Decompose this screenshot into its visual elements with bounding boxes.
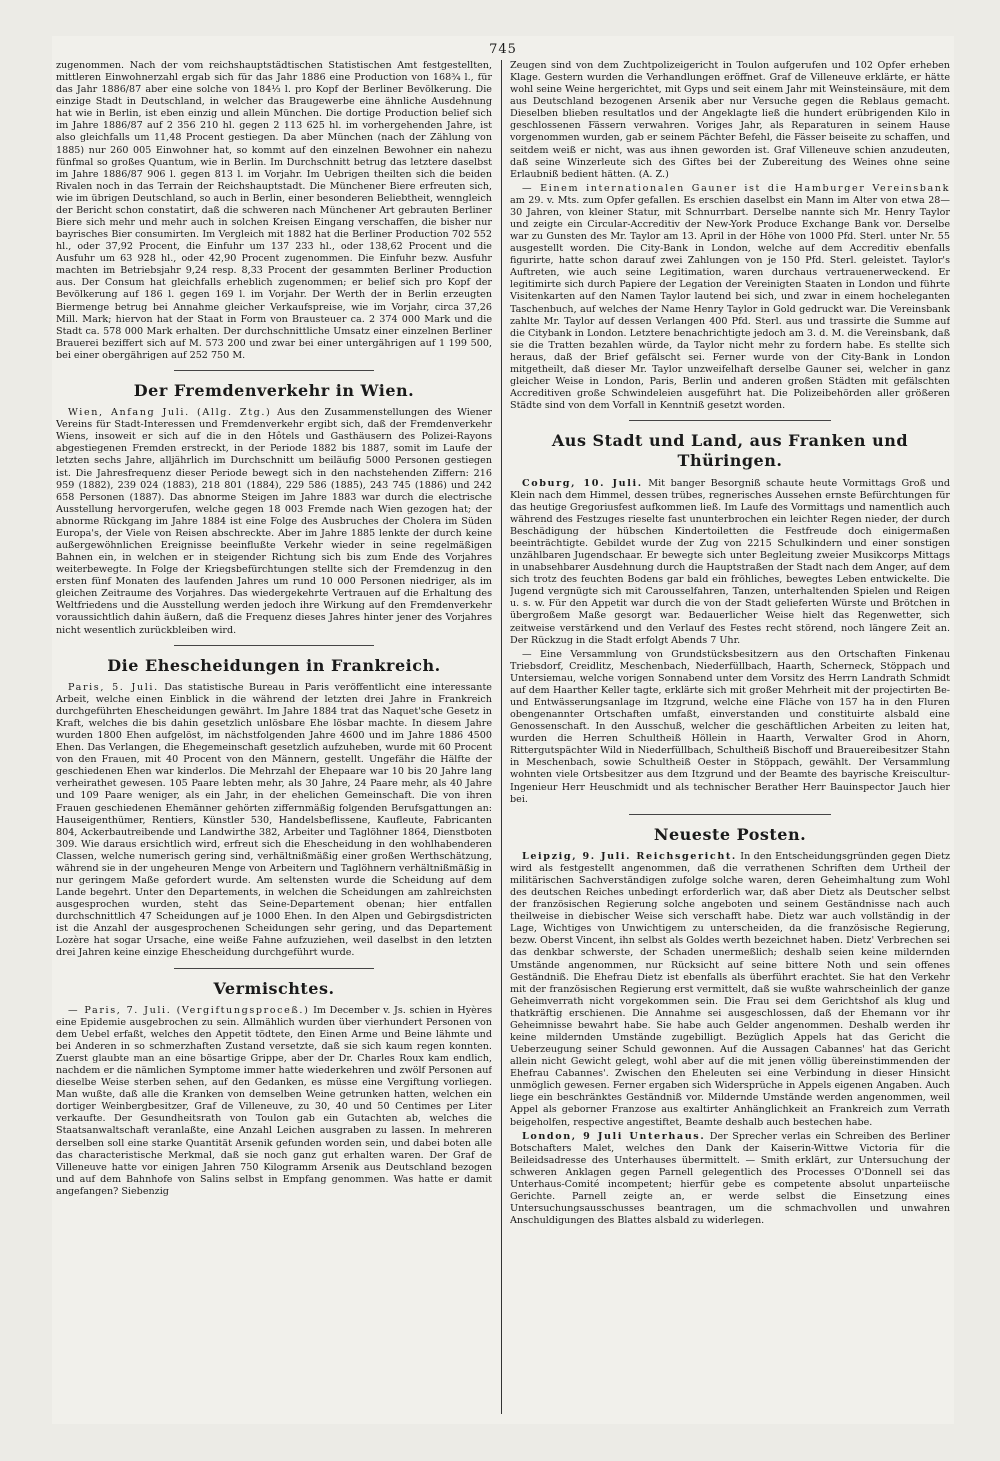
text-coburg: Mit banger Besorgniß schaute heute Vormittags Groß und Klein nach dem Himmel, dessen trübes, regnerisches Aussehen ernste Befürchtungen für das heutige Gregoriusfest aufkommen ließ. Im Laufe des Vormittags und namentlich auch während des Festzuges rieselte fast ununterbrochen ein leichter Regen nieder, der durch Beschädigung der hübschen Kindertoiletten die Festfreude doch einigermaßen beeinträchtigte. Gebildet wurde der Zug von 2215 Schulkindern und einer sonstigen unzählbaren Jugendschaar. Er bewegte sich unter Begleitung zweier Musikcorps Mittags in unabsehbarer Ausdehnung durch die Hauptstraßen der Stadt nach dem Anger, auf dem sich trotz des feuchten Bodens gar bald ein fröhliches, bewegtes Leben entwickelte. Die Jugend vergnügte sich mit Carousselfahren, Tanzen, unterhaltenden Spielen und Reigen u. s. w. Für den Appetit war durch die von der Stadt gelieferten Würste und Brötchen in übergroßem Maße gesorgt war. Bedauerlicher Weise hielt das Regenwetter, sich zeitweise verstärkend und den Verlauf des Festes recht störend, noch längere Zeit an. Der Rückzug in die Stadt erfolgt Abends 7 Uhr. bbox=[510, 477, 950, 646]
dateline-leipzig: Leipzig, 9. Juli. Reichsgericht. bbox=[522, 850, 737, 862]
intro-paragraph: zugenommen. Nach der vom reichshauptstädtischen Statistischen Amt festgestellten, mittleren Einwohnerzahl ergab sich für das Jahr 1886 eine Production von 168¾ l., für das Jahr 1886/87 aber eine solche von 184⅓ l. pro Kopf der Berliner Bevölkerung. Die einzige Stadt in Deutschland, in welcher das Braugewerbe eine ähnliche Ausdehnung hat wie in Berlin, ist eben einzig und allein München. Die dortige Production belief sich im Jahre 1886/87 auf 2 356 210 hl. gegen 2 113 625 hl. im vorhergehenden Jahre, ist also gleichfalls um 11,48 Procent gestiegen. Da aber München (nach der Zählung von 1885) nur 260 005 Einwohner hat, so kommt auf den einzelnen Bewohner ein nahezu fünfmal so großes Quantum, wie in Berlin. Im Durchschnitt betrug das letztere daselbst im Jahre 1886/87 906 l. gegen 813 l. im Vorjahr. Im Uebrigen theilten sich die beiden Rivalen noch in das Terrain der Reichshauptstadt. Die Münchener Biere erfreuten sich, wie im übrigen Deutschland, so auch in Berlin, einer besonderen Beliebtheit, wenngleich der Bericht schon constatirt, daß die schweren nach Münchener Art gebrauten Berliner Biere sich mehr und mehr auch in solchen Kreisen Eingang verschaffen, die bisher nur bayrisches Bier consumirten. Im Vergleich mit 1882 hat die Berliner Production 702 552 hl., oder 37,92 Procent, die Einfuhr um 137 233 hl., oder 138,62 Procent und die Ausfuhr um 63 928 hl., oder 42,90 Procent zugenommen. Die Einfuhr bezw. Ausfuhr machten im Betriebsjahr 9,24 resp. 8,33 Procent der gesammten Berliner Production aus. Der Consum hat gleichfalls erheblich zugenommen; er belief sich pro Kopf der Bevölkerung auf 186 l. gegen 169 l. im Vorjahr. Der Werth der in Berlin erzeugten Biermenge betrug bei Annahme gleicher Verkaufspreise, wie im Vorjahr, circa 37,26 Mill. Mark; hiervon hat der Staat in Form von Brausteuer ca. 2 374 000 Mark und die Stadt ca. 578 000 Mark erhalten. Der durchschnittliche Umsatz einer einzelnen Berliner Brauerei beziffert sich auf M. 573 200 und zwar bei einer untergährigen auf 1 199 500, bei einer obergährigen auf 252 750 M. bbox=[56, 60, 492, 361]
article-leipzig bbox=[510, 851, 950, 1129]
section-separator bbox=[174, 645, 375, 646]
dateline-paris-7: — Paris, 7. Juli. (Vergiftungsproceß.) bbox=[68, 1004, 310, 1016]
article-coburg bbox=[510, 478, 950, 647]
section-separator bbox=[174, 370, 375, 371]
text-gauner: am 29. v. Mts. zum Opfer gefallen. Es erschien daselbst ein Mann im Alter von etwa 28—30 Jahren, von kleiner Statur, mit Schnurrbart. Derselbe nannte sich Mr. Henry Taylor und zeigte ein Circular-Accreditiv der New-York Produce Exchange Bank vor. Derselbe war zu Gunsten des Mr. Taylor am 13. April in der Höhe von 1000 Pfd. Sterl. unter Nr. 55 ausgestellt worden. Die City-Bank in London, welche auf dem Accreditiv ebenfalls figurirte, hatte schon darauf zwei Zahlungen von je 150 Pfd. Sterl. geleistet. Taylor's Auftreten, wie auch seine Legitimation, waren durchaus vertrauenerweckend. Er legitimirte sich durch Papiere der Legation der Vereinigten Staaten in London und führte Visitenkarten auf den Namen Taylor lautend bei sich, und zwar in einem hocheleganten Taschenbuch, auf welches der Name Henry Taylor in Gold gedruckt war. Die Vereinsbank zahlte Mr. Taylor auf dessen Verlangen 400 Pfd. Sterl. aus und trassirte die Summe auf die Citybank in London. Letztere benachrichtigte jedoch am 3. d. M. die Vereinsbank, daß sie die Tratten bezahlen würde, da Taylor nicht mehr zu fordern habe. Es stellte sich heraus, daß der Brief gefälscht sei. Ferner wurde von der City-Bank in London mitgetheilt, daß dieser Mr. Taylor unzweifelhaft derselbe Gauner sei, welcher in ganz gleicher Weise in London, Paris, Berlin und anderen großen Städten mit gefälschten Accreditiven große Schwindeleien ausgeführt hat. Die Polizeibehörden aller größeren Städte sind von dem Vorfall in Kenntniß gesetzt worden. bbox=[510, 194, 950, 412]
section-separator bbox=[629, 814, 831, 815]
dateline-paris: Paris, 5. Juli. bbox=[68, 681, 159, 693]
newspaper-page bbox=[52, 36, 954, 1424]
heading-fremdenverkehr-wien: Der Fremdenverkehr in Wien. bbox=[133, 380, 415, 400]
heading-vermischtes: Vermischtes. bbox=[213, 978, 335, 998]
dateline-london: London, 9 Juli Unterhaus. bbox=[522, 1130, 706, 1142]
section-separator bbox=[629, 420, 831, 421]
text-vergiftung: Im December v. Js. schien in Hyères eine Epidemie ausgebrochen zu sein. Allmählich wurden über vierhundert Personen von dem Uebel erfaßt, welches den Appetit tödtete, den Einen Arme und Beine lähmte und bei Anderen in so schmerzhaften Zustand versetzte, daß sie sich kaum regen konnten. Zuerst glaubte man an eine bösartige Grippe, aber der Dr. Charles Roux kam endlich, nachdem er die nämlichen Symptome immer hatte wiederkehren und zwölf Personen auf dieselbe Weise sterben sehen, auf den Gedanken, es müsse eine Vergiftung vorliegen. Man wußte, daß alle die Kranken von demselben Weine getrunken hatten, welchen ein dortiger Weinbergbesitzer, Graf de Villeneuve, zu 30, 40 und 50 Centimes per Liter verkaufte. Der Gesundheitsrath von Toulon gab ein Gutachten ab, welches die Staatsanwaltschaft veranlaßte, eine Anzahl Leichen ausgraben zu lassen. In mehreren derselben soll eine starke Quantität Arsenik gefunden worden sein, und dabei boten alle das characteristische Merkmal, daß sie noch ganz gut erhalten waren. Der Graf de Villeneuve hatte vor einigen Jahren 750 Kilogramm Arsenik aus Deutschland bezogen und auf dem Bahnhofe von Salins selbst in Empfang genommen. Was hatte er damit angefangen? Siebenzig bbox=[56, 1004, 492, 1197]
heading-neueste-posten: Neueste Posten. bbox=[653, 824, 807, 844]
article-ehescheidungen bbox=[56, 682, 492, 960]
article-london bbox=[510, 1131, 950, 1228]
article-wien bbox=[56, 407, 492, 636]
text-leipzig: In den Entscheidungsgründen gegen Dietz wird als festgestellt angenommen, daß die verrathenen Schriften dem Urtheil der militärischen Sachverständigen zufolge solche waren, deren Geheimhaltung zum Wohl des deutschen Reiches unbedingt erforderlich war, daß aber Dietz als Deutscher selbst der französischen Regierung solche angeboten und seinem Geständnisse nach auch theilweise in diebischer Weise sich verschafft habe. Dietz war auch vollständig in der Lage, Wichtiges von Unwichtigem zu unterscheiden, da die französische Regierung, bezw. Oberst Vincent, ihn selbst als Goldes werth bezeichnet haben. Dietz' Verbrechen sei das denkbar schwerste, der Schaden unermeßlich; deshalb seien keine mildernden Umstände angenommen, nur Rücksicht auf seine bittere Noth und sein offenes Geständniß. Die Ehefrau Dietz ist ebenfalls als überführt erachtet. Sie hat den Verkehr mit der französischen Regierung erst vermittelt, daß sie wußte wahrscheinlich der ganze Geheimverrath nicht vorgekommen sein. Die Frau sei dem Gerichtshof als klug und thatkräftig erschienen. Die Annahme sei ausgeschlossen, daß der Ehemann vor ihr Geheimnisse bewahrt habe. Sie habe auch Gelder angenommen. Deshalb werden ihr keine mildernden Umstände zugebilligt. Bezüglich Appels hat das Gericht die Ueberzeugung seiner Schuld gewonnen. Auf die Aussagen Cabannes' hat das Gericht allein nicht Gewicht gelegt, wohl aber auf die mit jenen völlig übereinstimmenden der Ehefrau Cabannes'. Zwischen den Eheleuten sei eine Verbindung in dieser Hinsicht unmöglich gewesen. Ferner ergaben sich Widersprüche in Appels eigenen Angaben. Auch liege ein beschränktes Geständniß vor. Mildernde Umstände werden angenommen, weil Appel als geborner Franzose aus exaltirter Anhänglichkeit an Frankreich zum Verrath beigeholfen, respective angestiftet, Beamte deshalb auch bestechen habe. bbox=[510, 850, 950, 1128]
continuation-paragraph: Zeugen sind von dem Zuchtpolizeigericht in Toulon aufgerufen und 102 Opfer erheben Klage. Gestern wurden die Verhandlungen eröffnet. Graf de Villeneuve erklärte, er hätte wohl seine Weine hergerichtet, mit Gyps und seit einem Jahr mit Weinsteinsäure, mit dem aus Deutschland bezogenen Arsenik aber nur Versuche gegen die Reblaus gemacht. Dieselben blieben resultatlos und der Angeklagte ließ die hundert erübrigenden Kilo in geschlossenen Fässern verwahren. Voriges Jahr, als Reparaturen in seinem Hause vorgenommen wurden, gab er seinem Pächter Befehl, die Fässer beiseite zu schaffen, und seitdem weiß er nicht, was aus ihnen geworden ist. Graf Villeneuve schien anzudeuten, daß seine Winzerleute sich des Giftes bei der Zubereitung des Weines ohne seine Erlaubniß bedient hätten. (A. Z.) bbox=[510, 60, 950, 180]
text-wien: Aus den Zusammenstellungen des Wiener Vereins für Stadt-Interessen und Fremdenverkehr ergibt sich, daß der Fremdenverkehr Wiens, insoweit er sich auf die in den Hôtels und Gasthäusern des Polizei-Rayons abgestiegenen Fremden erstreckt, in der Periode 1882 bis 1887, somit im Laufe der letzten sechs Jahre, alljährlich im Durchschnitt um beiläufig 5000 Personen gestiegen ist. Die Jahresfrequenz dieser Periode bewegt sich in den nachstehenden Ziffern: 216 959 (1882), 239 024 (1883), 218 801 (1884), 229 586 (1885), 243 745 (1886) und 242 658 Personen (1887). Das abnorme Steigen im Jahre 1883 war durch die electrische Ausstellung hervorgerufen, welche gegen 18 003 Fremde nach Wien gezogen hat; der abnorme Rückgang im Jahre 1884 ist eine Folge des Ausbruches der Cholera im Süden Europa's, der Viele von Reisen abschreckte. Aber im Jahre 1885 lenkte der durch keine außergewöhnlichen Ereignisse beeinflußte Verkehr wieder in seine regelmäßigen Bahnen ein, in welchen er in steigender Richtung sich bis zum Ende des Vorjahres weiterbewegte. In Folge der Kriegsbefürchtungen stellte sich der Fremdenzug in den ersten fünf Monaten des laufenden Jahres um rund 10 000 Personen niedriger, als im gleichen Zeitraume des Vorjahres. Das wiedergekehrte Vertrauen auf die Erhaltung des Weltfriedens und die Ausstellung werden jedoch ihre Wirkung auf den Fremdenverkehr voraussichtlich dahin äußern, daß die Frequenz dieses Jahres hinter jener des Vorjahres nicht wesentlich zurückbleiben wird. bbox=[56, 407, 492, 636]
column-rule bbox=[501, 60, 502, 1414]
section-separator bbox=[174, 968, 375, 969]
dateline-wien: Wien, Anfang Juli. (Allg. Ztg.) bbox=[68, 407, 272, 419]
text-ehescheidungen: Das statistische Bureau in Paris veröffentlicht eine interessante Arbeit, welche einen Einblick in die während der letzten drei Jahre in Frankreich durchgeführten Ehescheidungen gewährt. Im Jahre 1884 trat das Naquet'sche Gesetz in Kraft, welches die bis dahin gesetzlich unlösbare Ehe lösbar machte. In diesem Jahre wurden 1800 Ehen aufgelöst, im nächstfolgenden Jahre 4600 und im Jahre 1886 4500 Ehen. Das Verlangen, die Ehegemeinschaft gesetzlich aufzuheben, wurde mit 60 Procent von den Frauen, mit 40 Procent von den Männern, gestellt. Ungefähr die Hälfte der geschiedenen Ehen war kinderlos. Die Mehrzahl der Ehepaare war 10 bis 20 Jahre lang verheirathet gewesen. 105 Paare lebten mehr, als 30 Jahre, 24 Paare mehr, als 40 Jahre und 109 Paare weniger, als ein Jahr, in der ehelichen Gemeinschaft. Die von ihren Frauen geschiedenen Ehemänner gehörten ziffernmäßig folgenden Berufsgattungen an: Hauseigenthümer, Rentiers, Künstler 530, Handelsbeflissene, Kaufleute, Fabricanten 804, Ackerbautreibende und Landwirthe 382, Arbeiter und Taglöhner 1864, Dienstboten 309. Wie daraus ersichtlich wird, erfreut sich die Ehescheidung in den wohlhabenderen Classen, welche numerisch gering sind, verhältnißmäßig einer großen Werthschätzung, während sie in der ungeheuren Menge von Arbeitern und Taglöhnern verhältnißmäßig in nur geringem Maße gefordert wurde. Am seltensten wurde die Scheidung auf dem Lande begehrt. Unter den Departements, in welchen die Scheidungen am zahlreichsten ausgesprochen wurden, steht das Seine-Departement obenan; hier entfallen durchschnittlich 47 Scheidungen auf je 1000 Ehen. In den Alpen und Gebirgsdistricten ist die Anzahl der ausgesprochenen Scheidungen sehr gering, und das Departement Lozère hat sogar Ursache, eine weiße Fahne aufzuziehen, weil daselbst in den letzten drei Jahren keine einzige Ehescheidung durchgeführt wurde. bbox=[56, 681, 492, 959]
article-versammlung: — Eine Versammlung von Grundstücksbesitzern aus den Ortschaften Finkenau Triebsdorf, Creidlitz, Meschenbach, Niederfüllbach, Haarth, Scherneck, Stöppach und Untersiemau, welche vorigen Sonnabend unter dem Vorsitz des Herrn Landrath Schmidt auf dem Haarther Keller tagte, erklärte sich mit großer Mehrheit mit der projectirten Be- und Entwässerungsanlage im Itzgrund, welche eine Fläche von 157 ha in den Fluren obengenannter Ortschaften umfaßt, einverstanden und constituirte alsbald eine Genossenschaft. In den Ausschuß, welcher die geschäftlichen Arbeiten zu leiten hat, wurden die Herren Schultheiß Höllein in Haarth, Verwalter Grod in Ahorn, Rittergutspächter Wild in Niederfüllbach, Schultheiß Bischoff und Brauereibesitzer Stahn in Meschenbach, sowie Schultheiß Oester in Stöppach, gewählt. Der Versammlung wohnten viele Ortsbesitzer aus dem Itzgrund und der Beamte des bayrische Kreiscultur-Ingenieur Herr Heuschmidt und als technischer Berather Herr Bauinspector Jauch hier bei. bbox=[510, 648, 950, 805]
lead-gauner: — Einem internationalen Gauner ist die Hamburger Vereinsbank bbox=[522, 182, 950, 194]
page-number: 745 bbox=[489, 42, 517, 57]
article-vergiftung bbox=[56, 1005, 492, 1198]
right-column bbox=[510, 60, 950, 1416]
left-column bbox=[56, 60, 492, 1416]
article-gauner bbox=[510, 183, 950, 412]
text-london: Der Sprecher verlas ein Schreiben des Berliner Botschafters Malet, welches den Dank der Kaiserin-Wittwe Victoria für die Beileidsadresse des Unterhauses übermittelt. — Smith erklärt, zur Untersuchung der schweren Anklagen gegen Parnell gelegentlich des Processes O'Donnell sei das Unterhaus-Comité incompetent; hierfür gebe es competente absolut unparteiische Gerichte. Parnell zeigte an, er werde selbst die Einsetzung eines Untersuchungsausschusses beantragen, um die schmachvollen und unwahren Anschuldigungen des Blattes alsbald zu widerlegen. bbox=[510, 1130, 950, 1227]
heading-ehescheidungen: Die Ehescheidungen in Frankreich. bbox=[107, 655, 441, 675]
heading-stadt-land: Aus Stadt und Land, aus Franken und Thüringen. bbox=[551, 431, 909, 471]
dateline-coburg: Coburg, 10. Juli. bbox=[522, 477, 643, 489]
